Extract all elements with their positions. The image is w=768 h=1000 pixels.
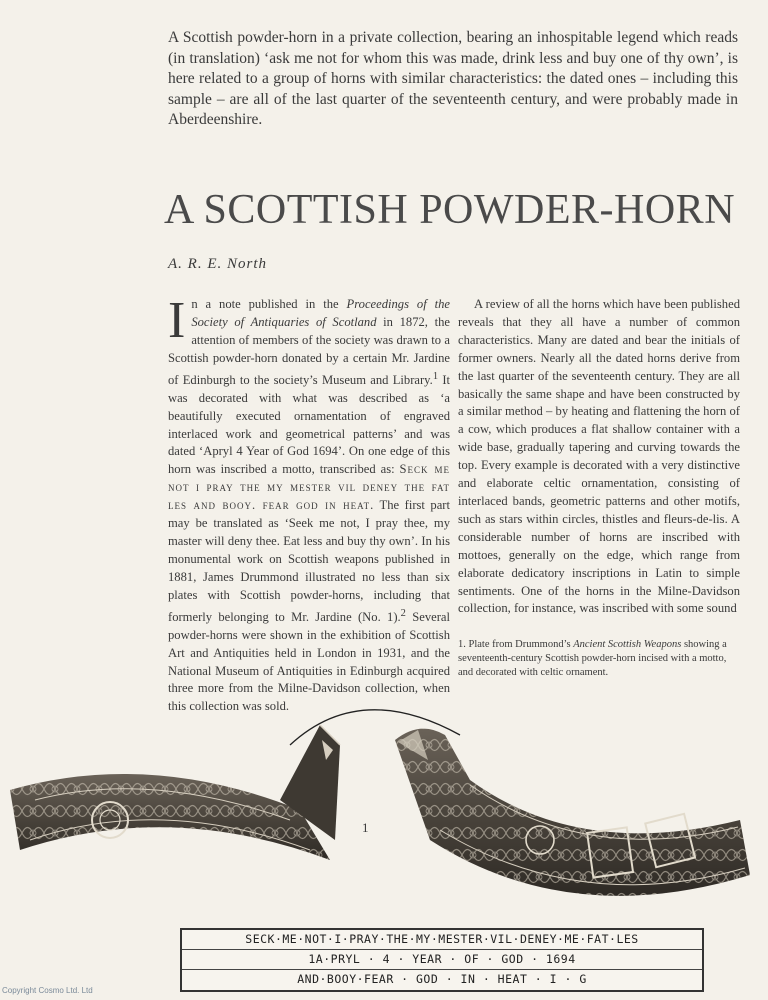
copyright-watermark: Copyright Cosmo Ltd. Ltd (2, 986, 93, 995)
body-text: in 1872, the attention of members of the society was drawn to a Scottish powder-horn donated by a certain Mr. Jardine of Edinburgh to the society’s Museum and Library. (168, 314, 450, 387)
caption-book-title: Ancient Scottish Weapons (573, 639, 682, 650)
drop-cap: I (168, 292, 186, 349)
footnote-ref[interactable]: 1 (432, 370, 439, 382)
inscription-line: AND·BOOY·FEAR · GOD · IN · HEAT · I · G (297, 972, 587, 986)
body-column-right (458, 296, 740, 618)
figure-number: 1 (362, 820, 369, 835)
article-title: A SCOTTISH POWDER-HORN (164, 187, 736, 233)
inscription-line: 1A·PRYL · 4 · YEAR · OF · GOD · 1694 (182, 950, 702, 970)
body-column-left (168, 292, 451, 716)
right-horn-view (395, 729, 750, 896)
body-text: It was decorated with what was described as ‘a beautifully executed ornamentation of engraved interlaced work and geometrical patterns’ and was dated ‘Apryl 4 Year of God 1694’. On one edge of this horn was inscribed a motto, transcribed as: (168, 372, 451, 477)
body-text: n a note published in the (191, 297, 347, 311)
motto-inscription-strip (180, 928, 704, 992)
article-abstract: A Scottish powder-horn in a private collection, bearing an inhospitable legend which reads (in translation) ‘ask me not for whom this was made, drink less and buy one of thy own’, is here related to a group of horns with similar characteristics: the dated ones – including this sample – are all of the last quarter of the seventeenth century, and were probably made in Aberdeenshire. (168, 29, 738, 128)
motto-transcription: Seck me not i pray the my mester vil deney the fat les and booy. fear god in heat. (168, 462, 451, 513)
body-text: The first part may be translated as ‘Seek me not, I pray thee, my master will deny thee. Eat less and buy thy own’. In his monumental work on Scottish weapons published in 1881, James Drummond illustrated no less than six plates with Scottish powder-horns, including that formerly belonging to Mr. Jardine (No. 1). (168, 498, 450, 624)
body-text: Several powder-horns were shown in the exhibition of Scottish Art and Antiquities held in London in 1931, and the National Museum of Antiquities in Edinburgh acquired three more from the Milne-Davidson collection, when this collection was sold. (168, 609, 450, 714)
footnote-ref[interactable]: 2 (400, 607, 406, 619)
caption-text: showing a seventeenth-century Scottish powder-horn incised with a motto, and decorated with celtic ornament. (458, 639, 727, 678)
article-author: A. R. E. North (168, 256, 267, 272)
figure-caption (458, 638, 740, 680)
caption-text: 1. Plate from Drummond’s (458, 639, 574, 650)
inscription-line: SECK·ME·NOT·I·PRAY·THE·MY·MESTER·VIL·DENEY·ME·FAT·LES (182, 930, 702, 950)
body-text: A review of all the horns which have been published reveals that they all have a number of common characteristics. Many are dated and bear the initials of former owners. Nearly all the dated horns derive from the last quarter of the seventeenth century. They are all basically the same shape and have been constructed by a similar method – by heating and flattening the horn of a cow, which produces a flat shallow container with a wide base, gradually tapering and curving towards the top. Every example is decorated with a very distinctive and elaborate celtic ornamentation, consisting of interlaced bands, geometric patterns and other motifs, such as stars within circles, thistles and fleurs-de-lis. A considerable number of horns are inscribed with mottoes, generally on the edge, which range from elaborate dedicatory inscriptions in Latin to simple sentiments. One of the horns in the Milne-Davidson collection, for instance, was inscribed with some sound (458, 297, 740, 616)
journal-title: Proceedings of the Society of Antiquaries of Scotland (191, 297, 450, 329)
